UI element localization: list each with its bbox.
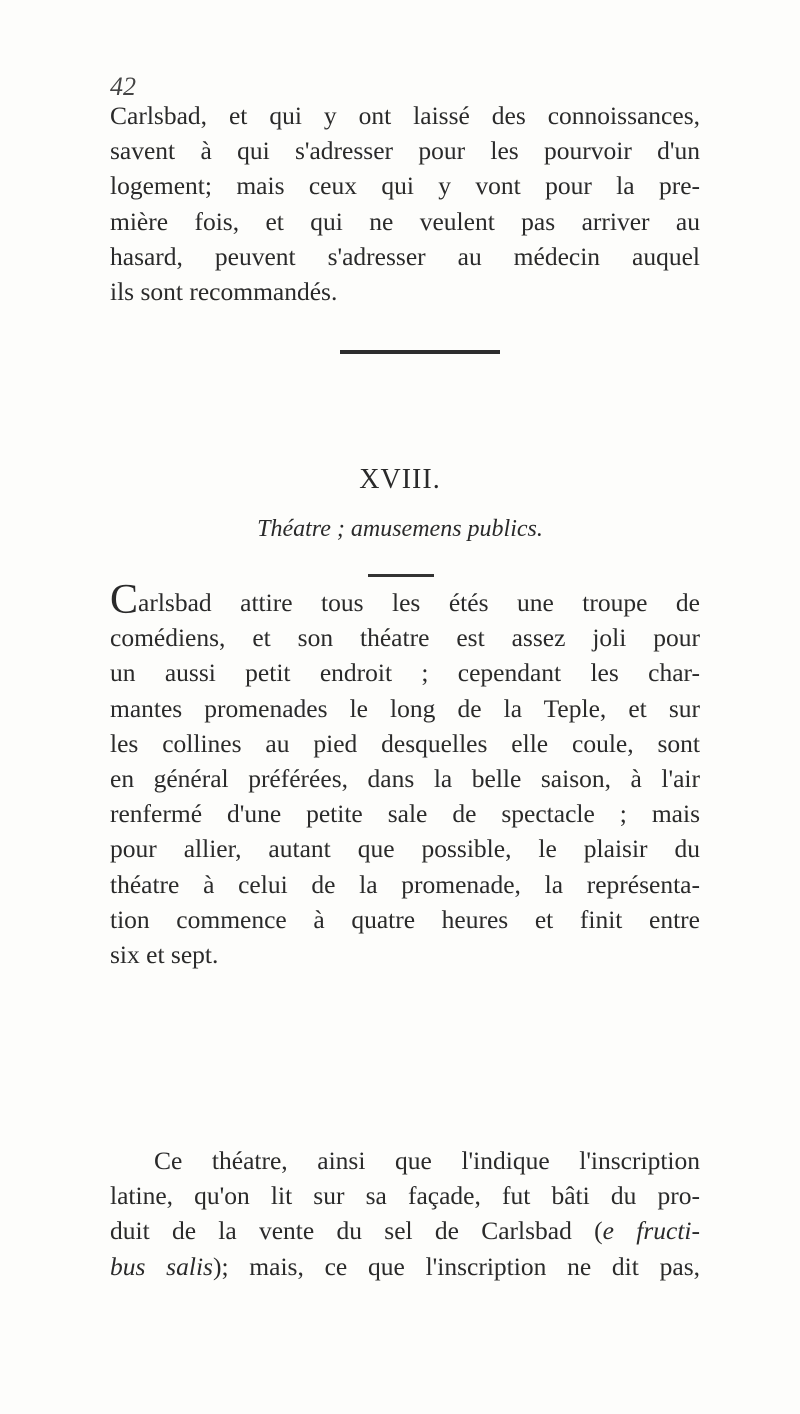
text-line: mantes promenades le long de la Teple, et sur xyxy=(110,693,700,723)
text-line: renfermé d'une petite sale de spectacle ; mais xyxy=(110,799,700,829)
text-line: ils sont recommandés. xyxy=(110,277,338,307)
text-line: hasard, peuvent s'adresser au médecin auquel xyxy=(110,241,700,271)
text-line: en général préférées, dans la belle saison, à l'air xyxy=(110,764,700,794)
text-line: les collines au pied desquelles elle coule, sont xyxy=(110,728,700,758)
intro-paragraph xyxy=(110,98,700,309)
drop-cap: C xyxy=(110,577,139,623)
text-line: latine, qu'on lit sur sa façade, fut bâti du pro- xyxy=(110,1181,700,1211)
text-line: logement; mais ceux qui y vont pour la pre- xyxy=(110,171,700,201)
paragraph-inscription xyxy=(110,1143,700,1284)
line-text: duit de la vente du sel de Carlsbad ( xyxy=(110,1216,603,1246)
text-line: six et sept. xyxy=(110,940,219,970)
text-line: théatre à celui de la promenade, la représenta- xyxy=(110,869,700,899)
text-line-mixed xyxy=(110,1249,700,1284)
text-line: comédiens, et son théatre est assez joli pour xyxy=(110,623,700,653)
section-number: XVIII. xyxy=(359,464,441,495)
latin-phrase: bus salis xyxy=(110,1251,213,1281)
text-line: savent à qui s'adresser pour les pourvoir d'un xyxy=(110,136,700,166)
text-line: Ce théatre, ainsi que l'indique l'inscription xyxy=(154,1146,700,1175)
text-line-first xyxy=(110,577,700,623)
line-text: ); mais, ce que l'inscription ne dit pas, xyxy=(212,1251,700,1281)
latin-phrase: e fructi- xyxy=(602,1216,700,1246)
text-line: tion commence à quatre heures et finit entre xyxy=(110,904,700,934)
first-line-text: arlsbad attire tous les étés une troupe de xyxy=(138,588,700,617)
text-line: un aussi petit endroit ; cependant les char- xyxy=(110,658,700,688)
page-number: 42 xyxy=(110,72,136,101)
text-line: mière fois, et qui ne veulent pas arriver au xyxy=(110,206,700,236)
section-title: Théatre ; amusemens publics. xyxy=(257,516,543,542)
text-line-mixed xyxy=(110,1213,700,1248)
section-divider-rule xyxy=(340,350,500,354)
text-line: Carlsbad, et qui y ont laissé des connoissances, xyxy=(110,101,700,130)
title-underline-rule xyxy=(368,574,434,577)
text-line: pour allier, autant que possible, le plaisir du xyxy=(110,834,700,864)
paragraph-theatre xyxy=(110,577,700,972)
